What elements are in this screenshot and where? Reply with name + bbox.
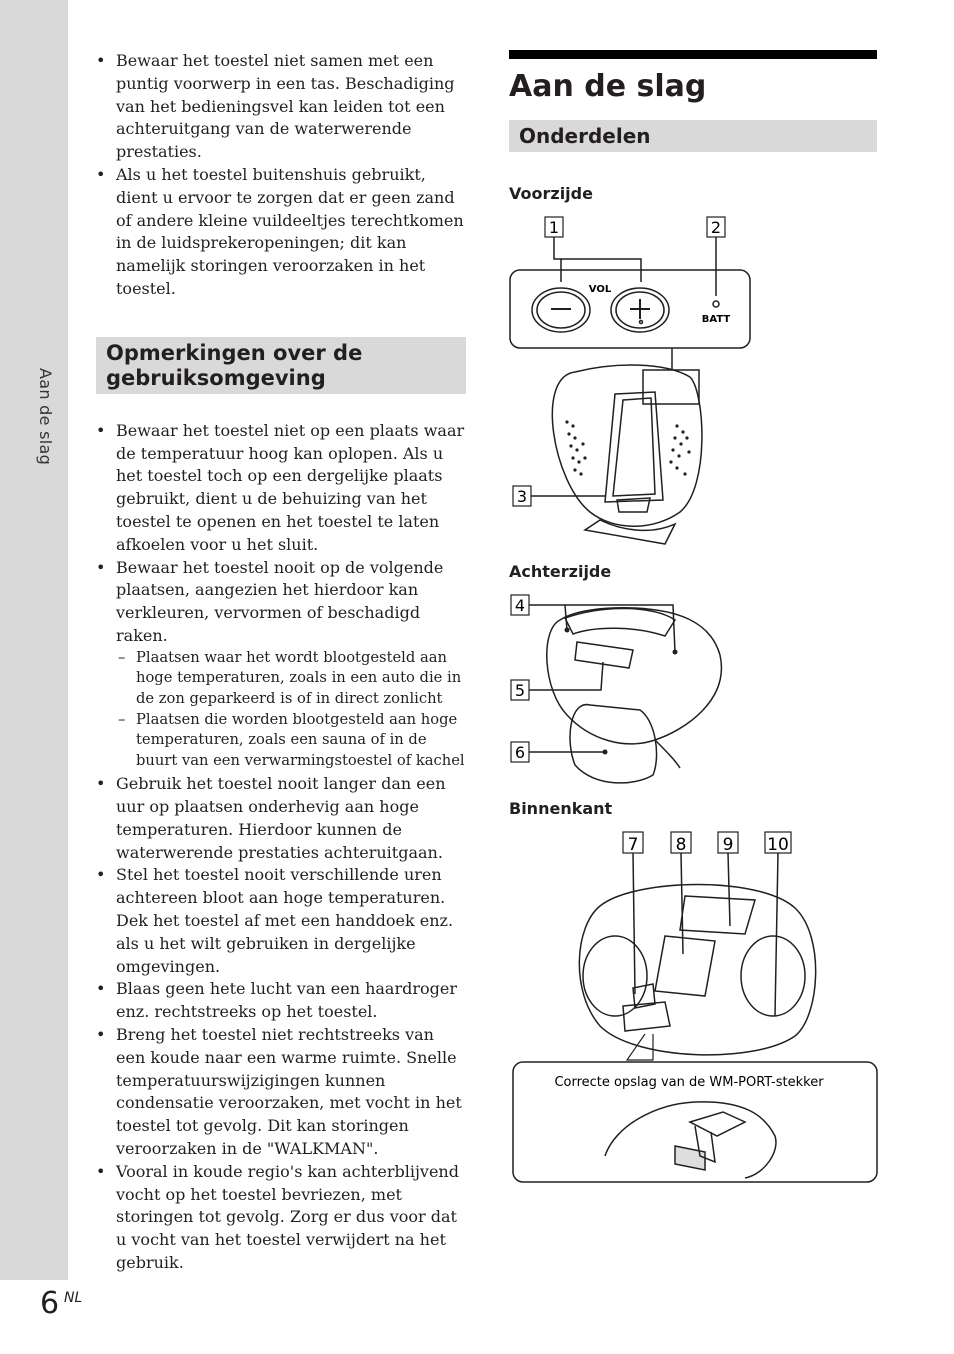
page-language: NL (64, 1290, 83, 1306)
page-number: 6 (40, 1286, 60, 1321)
bullet-list-environment (96, 420, 466, 1275)
list-item: • Gebruik het toestel nooit langer dan een uur op plaatsen onderhevig aan hoge temperaturen. Hierdoor kunnen de waterwerende prestaties achteruitgaan. (96, 773, 466, 864)
speaker-grille-left (565, 420, 586, 475)
callout-label: 9 (722, 835, 734, 855)
page-heading: Aan de slag (509, 69, 707, 104)
callout-label: 7 (627, 835, 639, 855)
stand (570, 705, 657, 783)
list-item: • Vooral in koude regio's kan achterblijvend vocht op het toestel bevriezen, met storingen tot gevolg. Zorg er dus voor dat u vocht van het toestel verwijdert na het gebruik. (96, 1161, 466, 1275)
dash-item: – Plaatsen waar het wordt blootgesteld aan hoge temperaturen, zoals in een auto die in de zon geparkeerd is of in direct zonlicht (116, 648, 466, 710)
section-title-parts: Onderdelen (509, 120, 877, 152)
side-label: Aan de slag (36, 368, 55, 466)
heading-rule (509, 50, 877, 59)
list-item: • Breng het toestel niet rechtstreeks van een koude naar een warme ruimte. Snelle temperatuurswijzigingen kunnen condensatie veroorzaken, met vocht in het toestel tot gevolg. Dit kan storingen veroorzaken in de "WALKMAN". (96, 1024, 466, 1161)
list-item: • Stel het toestel nooit verschillende uren achtereen bloot aan hoge temperaturen. Dek het toestel af met een handdoek enz. als u het wilt gebruiken in dergelijke omgevingen. (96, 864, 466, 978)
inside-view-figure (505, 826, 885, 1188)
bullet-list-top (96, 50, 466, 301)
list-item: • Blaas geen hete lucht van een haardroger enz. rechtstreeks op het toestel. (96, 978, 466, 1024)
list-item-text: Bewaar het toestel nooit op de volgende plaatsen, aangezien het hierdoor kan verkleuren, vervormen of beschadigd raken. (116, 557, 444, 645)
list-item (96, 557, 466, 774)
callout-label: 6 (514, 743, 526, 762)
front-label: Voorzijde (509, 184, 593, 203)
batt-label: BATT (701, 314, 731, 325)
callout-caption: Correcte opslag van de WM-PORT-stekker (554, 1075, 824, 1090)
callout-label: 2 (710, 218, 722, 237)
list-item: • Bewaar het toestel niet samen met een puntig voorwerp in een tas. Beschadiging van het bedieningsvel kan leiden tot een achteruitgang van de waterwerende prestaties. (96, 50, 466, 164)
inside-label: Binnenkant (509, 799, 613, 818)
speaker-body (552, 365, 702, 526)
vol-label: VOL (588, 284, 612, 295)
callout-label: 3 (516, 487, 528, 506)
callout-label: 5 (514, 681, 526, 700)
dash-list (116, 648, 466, 774)
back-body (547, 608, 722, 744)
left-column (96, 50, 466, 1275)
side-tab (0, 0, 68, 1280)
batt-led (713, 301, 719, 307)
callout-label: 1 (548, 218, 560, 237)
front-view-figure (505, 212, 760, 552)
callout-label: 4 (514, 596, 526, 615)
callout-label: 10 (767, 835, 789, 855)
speaker-grille-right (669, 424, 690, 475)
back-view-figure (505, 590, 730, 790)
right-column (509, 50, 877, 152)
callout-label: 8 (675, 835, 687, 855)
inside-body (579, 885, 815, 1055)
list-item: • Als u het toestel buitenshuis gebruikt, dient u ervoor te zorgen dat er geen zand of andere kleine vuildeeltjes terechtkomen in de luidsprekeropeningen; dit kan namelijk storingen veroorzaken in het toestel. (96, 164, 466, 301)
back-label: Achterzijde (509, 562, 612, 581)
list-item: • Bewaar het toestel niet op een plaats waar de temperatuur hoog kan oplopen. Als u het toestel toch op een dergelijke plaats gebruikt, dient u de behuizing van het toestel te openen en het toestel te laten afkoelen voor u het sluit. (96, 420, 466, 557)
section-title-environment: Opmerkingen over de gebruiksomgeving (96, 337, 466, 394)
dash-item: – Plaatsen die worden blootgesteld aan hoge temperaturen, zoals een sauna of in de buurt van een verwarmingstoestel of kachel (116, 710, 466, 772)
